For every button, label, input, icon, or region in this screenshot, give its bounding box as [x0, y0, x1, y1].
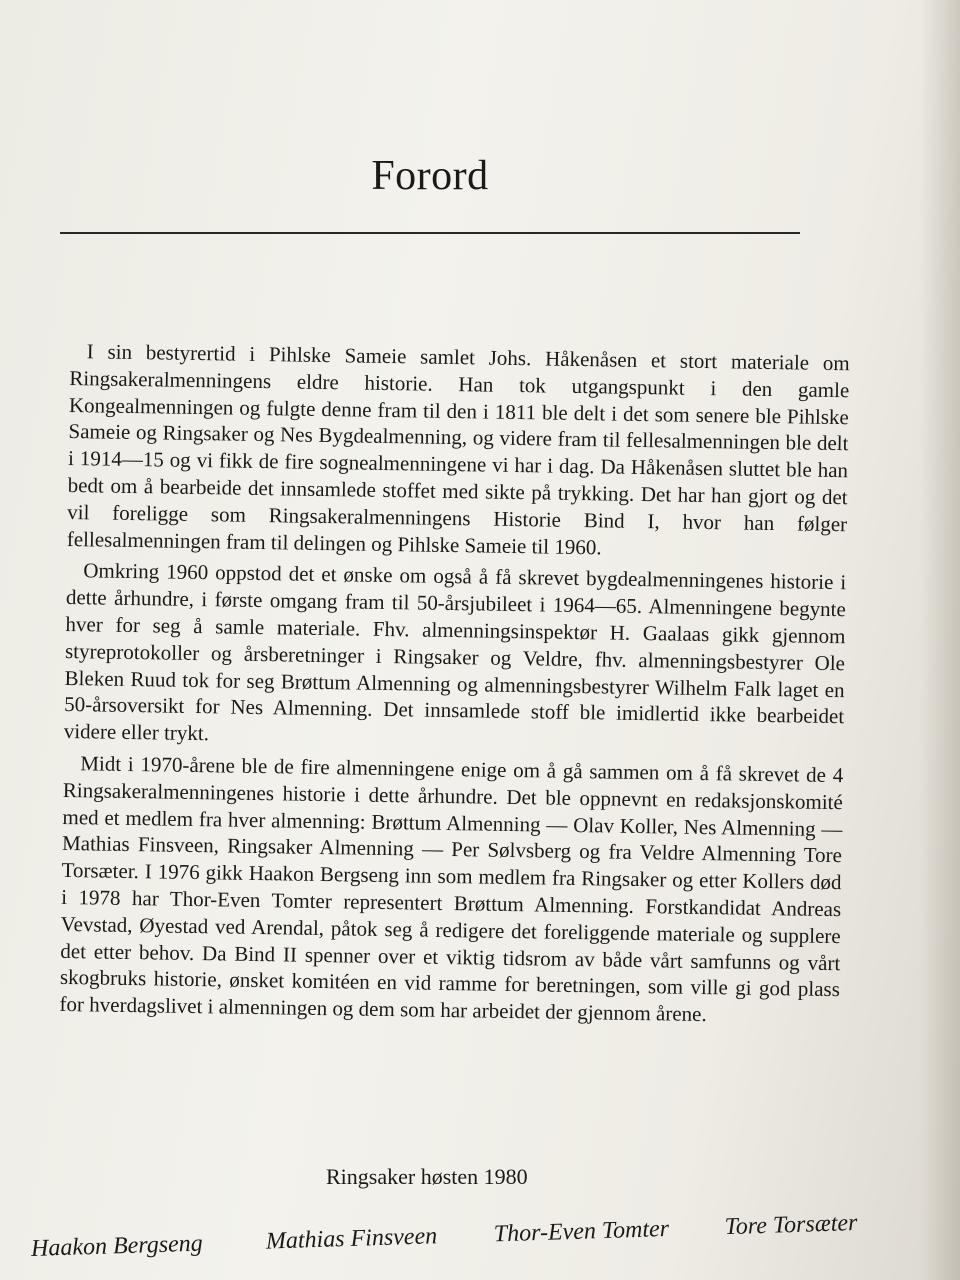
page-title: Forord	[371, 153, 489, 199]
signature-1: Haakon Bergseng	[30, 1230, 204, 1262]
page-edge-shadow	[920, 0, 960, 1280]
signature-3: Thor-Even Tomter	[493, 1215, 670, 1248]
signature-2: Mathias Finsveen	[265, 1223, 438, 1255]
paragraph-3: Midt i 1970-årene ble de fire almenningene enige om å gå sammen om å få skrevet de 4 Ringsakeralmenningenes historie i dette århundre. Det ble oppnevnt en redaksjonskomité med et medlem fra hver almenning: Brøttum Almenning — Olav Koller, Nes Almenning — Mathias Finsveen, Ringsaker Almenning — Per Sølvsberg og fra Veldre Almenning Tore Torsæter. I 1976 gikk Haakon Bergseng inn som medlem fra Ringsaker og etter Kollers død i 1978 har Thor-Even Tomter representert Brøttum Almenning. Forstkandidat Andreas Vevstad, Øyestad ved Arendal, påtok seg å redigere det foreliggende materiale og supplere det etter behov. Da Bind II spenner over et viktig tidsrom av både vårt samfunns og vårt skogbruks historie, ønsket komitéen en vid ramme for beretningen, som ville gi god plass for hverdagslivet i almenningen og dem som har arbeidet der gjennom årene.	[59, 751, 844, 1027]
paragraph-1: I sin bestyrertid i Pihlske Sameie samlet Johs. Håkenåsen et stort materiale om Ringsakeralmenningens eldre historie. Han tok utgangspunkt i den gamle Kongealmenningen og fulgte denne fram til den i 1811 ble delt i det som senere ble Pihlske Sameie og Ringsaker og Nes Bygdealmenning, og videre fram til fellesalmenningen ble delt i 1914—15 og vi fikk de fire sognealmenningene vi har i dag. Da Håkenåsen sluttet ble han bedt om å bearbeide det innsamlede stoffet med sikte på trykking. Det har han gjort og det vil foreligge som Ringsakeralmenningens Historie Bind I, hvor han følger fellesalmenningen fram til delingen og Pihlske Sameie til 1960.	[66, 339, 850, 559]
title-rule	[60, 232, 800, 234]
place-date: Ringsaker høsten 1980	[326, 1164, 528, 1189]
signatures	[30, 1188, 932, 1280]
paragraph-2: Omkring 1960 oppstod det et ønske om også å få skrevet bygdealmenningenes historie i dette århundre, i første omgang fram til 50-årsjubileet i 1964—65. Almenningene begynte hver for seg å samle materiale. Fhv. almenningsinspektør H. Gaalaas gikk gjennom styreprotokoller og årsberetninger i Ringsaker og Veldre, fhv. almenningsbestyrer Ole Bleken Ruud tok for seg Brøttum Almenning og almenningsbestyrer Wilhelm Falk laget en 50-årsoversikt for Nes Almenning. Det innsamlede stoff ble imidlertid ikke bearbeidet videre eller trykt.	[63, 558, 847, 746]
signature-4: Tore Torsæter	[724, 1210, 858, 1241]
foreword-body	[59, 338, 850, 1035]
